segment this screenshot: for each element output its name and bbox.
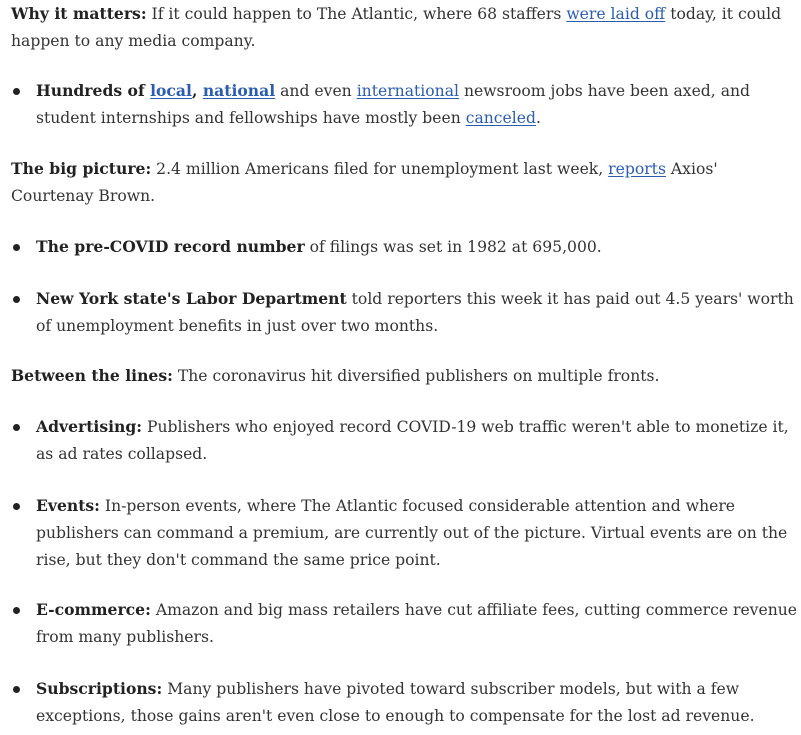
list-item	[36, 596, 801, 651]
list-item	[36, 413, 801, 468]
bullet-dot	[13, 296, 20, 303]
list-item-lead: Events:	[36, 496, 100, 515]
list-item-text: Amazon and big mass retailers have cut affiliate fees, cutting commerce revenue from many publishers.	[36, 601, 798, 646]
list-item-lead: Subscriptions:	[36, 679, 163, 698]
paragraph-text: today, it could happen to any media company.	[11, 5, 782, 50]
bullet-dot	[13, 244, 20, 251]
paragraph-text: Axios' Courtenay Brown.	[11, 160, 718, 205]
paragraph-lead: Between the lines:	[11, 366, 173, 385]
comma: ,	[191, 81, 203, 100]
canceled-link[interactable]: canceled	[465, 109, 536, 127]
list-item-text: newsroom jobs have been axed, and student internships and fellowships have mostly been	[36, 82, 751, 127]
list-item-text: and even	[275, 82, 357, 100]
list-item-text: told reporters this week it has paid out 4.5 years' worth of unemployment benefits in just over two months.	[36, 290, 794, 335]
list-item	[36, 77, 801, 132]
list-item	[36, 675, 801, 730]
list-item-text: of filings was set in 1982 at 695,000.	[304, 238, 602, 256]
reports-link[interactable]: reports	[608, 160, 666, 178]
big-picture-paragraph	[11, 155, 796, 210]
why-it-matters-paragraph	[11, 0, 796, 55]
bullet-dot	[13, 88, 20, 95]
local-link[interactable]: local	[150, 81, 192, 100]
bullet-dot	[13, 503, 20, 510]
list-item-text: Publishers who enjoyed record COVID-19 web traffic weren't able to monetize it, as ad rates collapsed.	[36, 418, 789, 463]
list-item-lead: The pre-COVID record number	[36, 237, 305, 256]
list-item-text: Many publishers have pivoted toward subscriber models, but with a few exceptions, those gains aren't even close to enough to compensate for the lost ad revenue.	[36, 680, 755, 725]
paragraph-lead: Why it matters:	[11, 4, 147, 23]
list-item	[36, 233, 801, 261]
list-item	[36, 492, 801, 574]
bullet-dot	[13, 424, 20, 431]
were-laid-off-link[interactable]: were laid off	[566, 5, 666, 23]
list-item-text: In-person events, where The Atlantic focused considerable attention and where publishers can command a premium, are currently out of the picture. Virtual events are on the rise, but they don't command the same price point.	[36, 497, 788, 569]
between-the-lines-paragraph	[11, 362, 796, 390]
paragraph-text: 2.4 million Americans filed for unemployment last week,	[151, 160, 609, 178]
list-item	[36, 285, 801, 340]
list-item-text: .	[535, 109, 541, 127]
paragraph-text: The coronavirus hit diversified publishers on multiple fronts.	[172, 367, 660, 385]
national-link[interactable]: national	[202, 81, 276, 100]
bullet-dot	[13, 607, 20, 614]
list-item-lead: Advertising:	[36, 417, 143, 436]
bullet-dot	[13, 686, 20, 693]
list-item-lead: New York state's Labor Department	[36, 289, 347, 308]
international-link[interactable]: international	[356, 82, 459, 100]
paragraph-lead: The big picture:	[11, 159, 152, 178]
list-item-lead: E-commerce:	[36, 600, 151, 619]
list-item-lead: Hundreds of	[36, 81, 151, 100]
paragraph-text: If it could happen to The Atlantic, where 68 staffers	[146, 5, 567, 23]
